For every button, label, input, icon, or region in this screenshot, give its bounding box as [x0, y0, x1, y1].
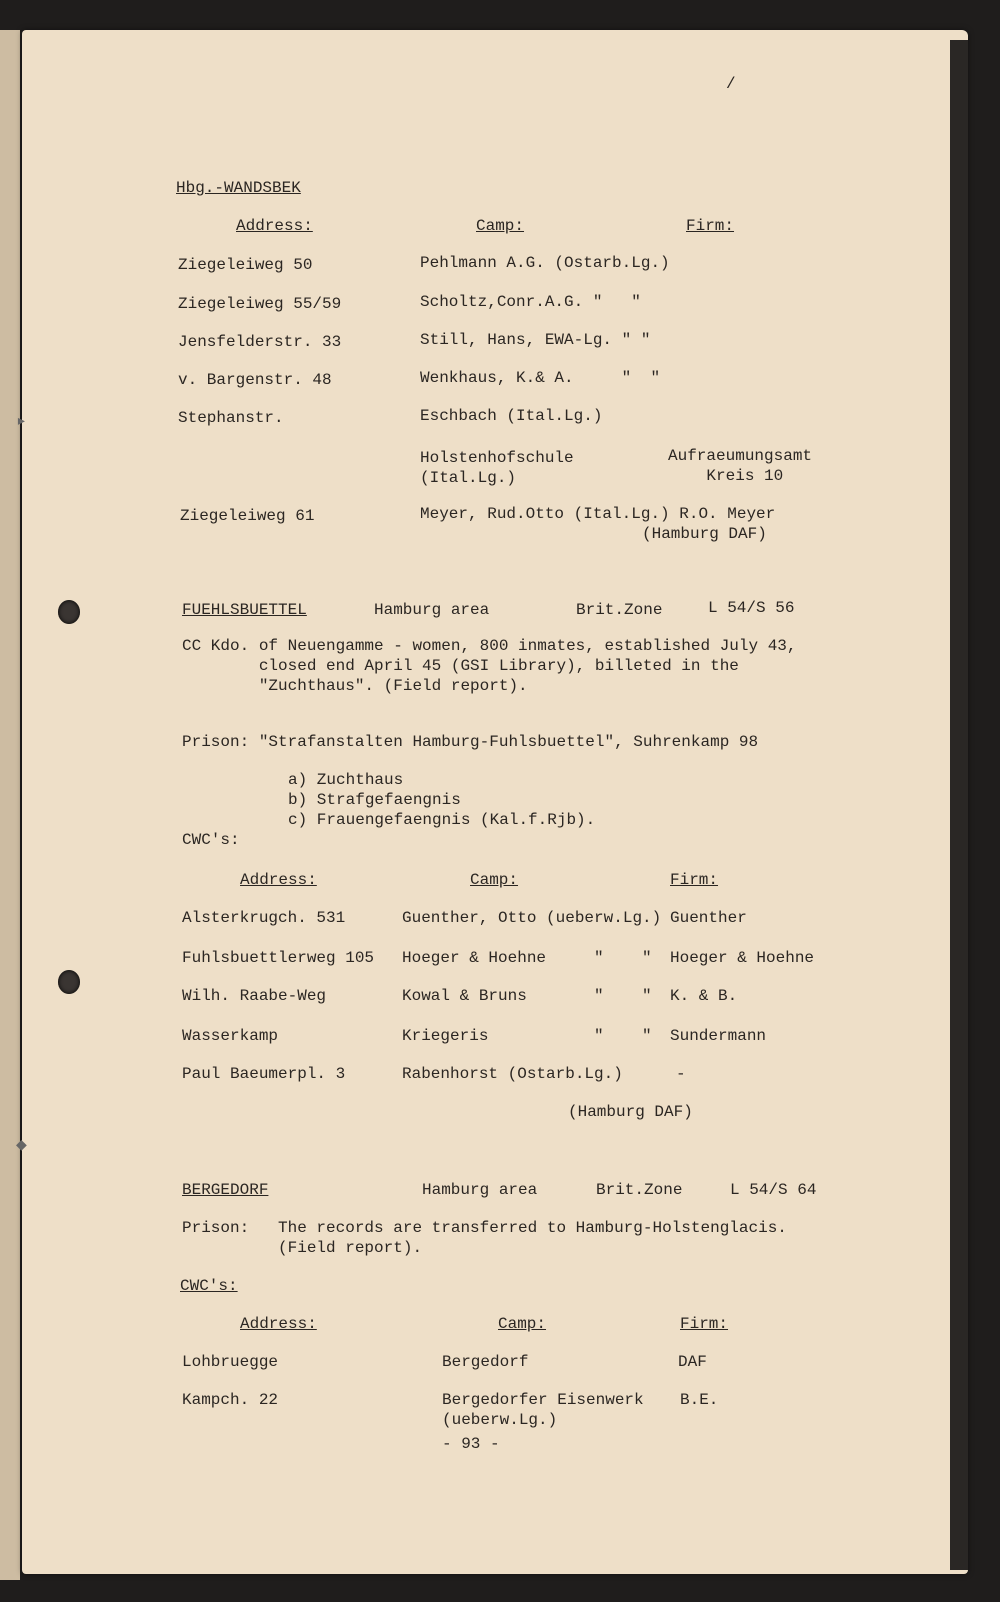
section-title-bergedorf: BERGEDORF [182, 1181, 269, 1199]
row-address: Wasserkamp [182, 1027, 279, 1045]
cwc-label: CWC's: [180, 1277, 238, 1295]
prison-line: Prison: "Strafanstalten Hamburg-Fuhlsbuettel", Suhrenkamp 98 [182, 733, 759, 751]
row-camp: Bergedorf [442, 1353, 529, 1371]
row-firm: - [676, 1065, 686, 1083]
row-firm: (Hamburg DAF) [642, 525, 767, 543]
section-reference: L 54/S 56 [708, 599, 795, 617]
row-address: Ziegeleiweg 61 [180, 507, 315, 525]
row-address: v. Bargenstr. 48 [178, 371, 332, 389]
section-title-fuehlsbuettel: FUEHLSBUETTEL [182, 601, 307, 619]
column-header-firm: Firm: [680, 1315, 729, 1333]
arrow-marker-icon: ◆ [16, 1136, 27, 1156]
document-page [16, 30, 968, 1574]
arrow-marker-icon: ▸ [16, 412, 27, 432]
section-title-wandsbek: Hbg.-WANDSBEK [176, 179, 301, 197]
cwc-label: CWC's: [182, 831, 240, 849]
column-header-firm: Firm: [686, 217, 735, 235]
column-header-camp: Camp: [476, 217, 525, 235]
row-camp: Wenkhaus, K.& A. " " [420, 369, 661, 387]
row-firm: Hoeger & Hoehne [670, 949, 815, 967]
row-firm: B.E. [680, 1391, 719, 1409]
row-camp: Holstenhofschule (Ital.Lg.) [420, 449, 574, 487]
section-zone: Brit.Zone [576, 601, 663, 619]
row-address: Stephanstr. [178, 409, 284, 427]
section-reference: L 54/S 64 [730, 1181, 817, 1199]
row-firm: DAF [678, 1353, 707, 1371]
row-camp: Meyer, Rud.Otto (Ital.Lg.) R.O. Meyer [420, 505, 776, 523]
row-camp: Rabenhorst (Ostarb.Lg.) [402, 1065, 623, 1083]
prison-list: a) Zuchthaus b) Strafgefaengnis c) Frauengefaengnis (Kal.f.Rjb). [288, 771, 596, 829]
row-address: Ziegeleiweg 50 [178, 256, 313, 274]
column-header-camp: Camp: [470, 871, 519, 889]
punch-hole [58, 600, 80, 624]
row-address: Fuhlsbuettlerweg 105 [182, 949, 375, 967]
row-firm: K. & B. [670, 987, 738, 1005]
column-header-camp: Camp: [498, 1315, 547, 1333]
page-edge [950, 40, 968, 1570]
row-address: Wilh. Raabe-Weg [182, 987, 327, 1005]
prison-line: Prison: The records are transferred to Hamburg-Holstenglacis. (Field report). [182, 1219, 787, 1257]
row-camp: Bergedorfer Eisenwerk (ueberw.Lg.) [442, 1391, 644, 1429]
row-address: Alsterkrugch. 531 [182, 909, 346, 927]
section-area: Hamburg area [374, 601, 490, 619]
column-header-firm: Firm: [670, 871, 719, 889]
row-address: Lohbruegge [182, 1353, 279, 1371]
row-camp: Kriegeris " " [402, 1027, 652, 1045]
section-area: Hamburg area [422, 1181, 538, 1199]
row-camp: Kowal & Bruns " " [402, 987, 652, 1005]
row-camp: Guenther, Otto (ueberw.Lg.) [402, 909, 662, 927]
section-zone: Brit.Zone [596, 1181, 683, 1199]
row-firm: Aufraeumungsamt Kreis 10 [668, 447, 813, 485]
column-header-address: Address: [240, 871, 317, 889]
punch-hole [58, 970, 80, 994]
row-address: Jensfelderstr. 33 [178, 333, 342, 351]
row-camp: Pehlmann A.G. (Ostarb.Lg.) [420, 254, 670, 272]
row-camp: Scholtz,Conr.A.G. " " [420, 293, 641, 311]
row-camp: Hoeger & Hoehne " " [402, 949, 652, 967]
row-firm: Sundermann [670, 1027, 767, 1045]
cc-description: CC Kdo. of Neuengamme - women, 800 inmates, established July 43, closed end April 45 (GSI Library), billeted in the "Zuchthaus". (Field report). [182, 637, 797, 695]
column-header-address: Address: [236, 217, 313, 235]
row-address: Kampch. 22 [182, 1391, 279, 1409]
row-camp: Still, Hans, EWA-Lg. " " [420, 331, 651, 349]
page-mark: / [726, 75, 736, 93]
column-header-address: Address: [240, 1315, 317, 1333]
book-binding [0, 30, 20, 1580]
row-camp: Eschbach (Ital.Lg.) [420, 407, 603, 425]
section-footer: (Hamburg DAF) [568, 1103, 693, 1121]
page-number: - 93 - [442, 1435, 500, 1453]
row-address: Ziegeleiweg 55/59 [178, 295, 342, 313]
row-address: Paul Baeumerpl. 3 [182, 1065, 346, 1083]
row-firm: Guenther [670, 909, 747, 927]
